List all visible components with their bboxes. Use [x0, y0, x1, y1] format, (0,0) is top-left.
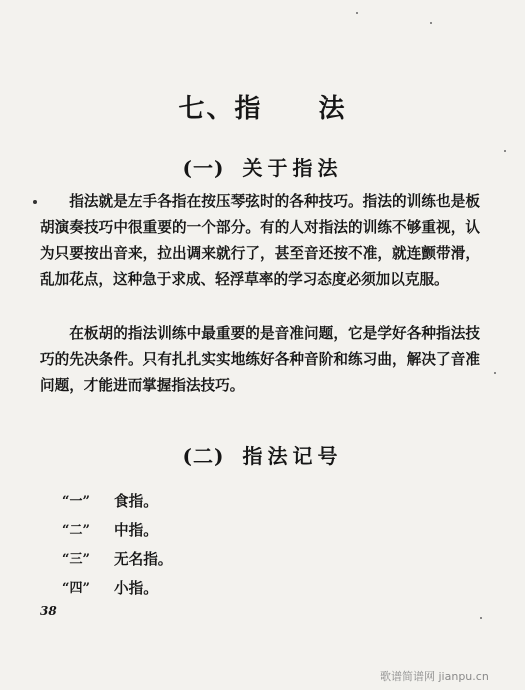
- section-heading-1: [0, 152, 525, 181]
- notation-mark: “四”: [62, 581, 90, 596]
- scan-speck: [480, 617, 482, 619]
- notation-label: 中指。: [114, 522, 158, 539]
- notation-item: [62, 545, 172, 574]
- scan-speck: [430, 22, 432, 24]
- paragraph-1: 指法就是左手各指在按压琴弦时的各种技巧。指法的训练也是板胡演奏技巧中很重要的一个部分。有的人对指法的训练不够重视，认为只要按出音来，拉出调来就行了，甚至音还按不准，就连颤带滑，乱加花点，这种急于求成、轻浮草率的学习态度必须加以克服。: [40, 193, 480, 288]
- notation-mark: “二”: [62, 523, 90, 538]
- notation-label: 食指。: [114, 493, 158, 510]
- notation-item: [62, 516, 172, 545]
- notation-item: [62, 574, 172, 603]
- section-heading-2: [0, 440, 525, 469]
- section-2-title: 指法记号: [242, 444, 343, 468]
- scan-speck: [494, 372, 496, 374]
- chapter-title-part1: 七、指: [178, 94, 263, 124]
- notation-mark: “一”: [62, 494, 90, 509]
- notation-list: [62, 487, 172, 603]
- notation-item: [62, 487, 172, 516]
- section-1-title: 关于指法: [242, 156, 343, 180]
- notation-mark: “三”: [62, 552, 90, 567]
- page-number: 38: [40, 604, 57, 618]
- margin-dot: [33, 200, 37, 204]
- chapter-title: [0, 88, 525, 125]
- chapter-title-part2: 法: [318, 94, 347, 124]
- scan-speck: [356, 12, 358, 14]
- scan-speck: [504, 150, 506, 152]
- notation-label: 无名指。: [114, 551, 173, 568]
- notation-label: 小指。: [114, 580, 158, 597]
- site-watermark: 歌谱简谱网 jianpu.cn: [380, 670, 489, 683]
- paragraph-2: 在板胡的指法训练中最重要的是音准问题，它是学好各种指法技巧的先决条件。只有扎扎实实地练好各种音阶和练习曲，解决了音准问题，才能进而掌握指法技巧。: [40, 325, 480, 394]
- section-2-number: (二): [182, 444, 225, 468]
- section-1-number: (一): [182, 156, 225, 180]
